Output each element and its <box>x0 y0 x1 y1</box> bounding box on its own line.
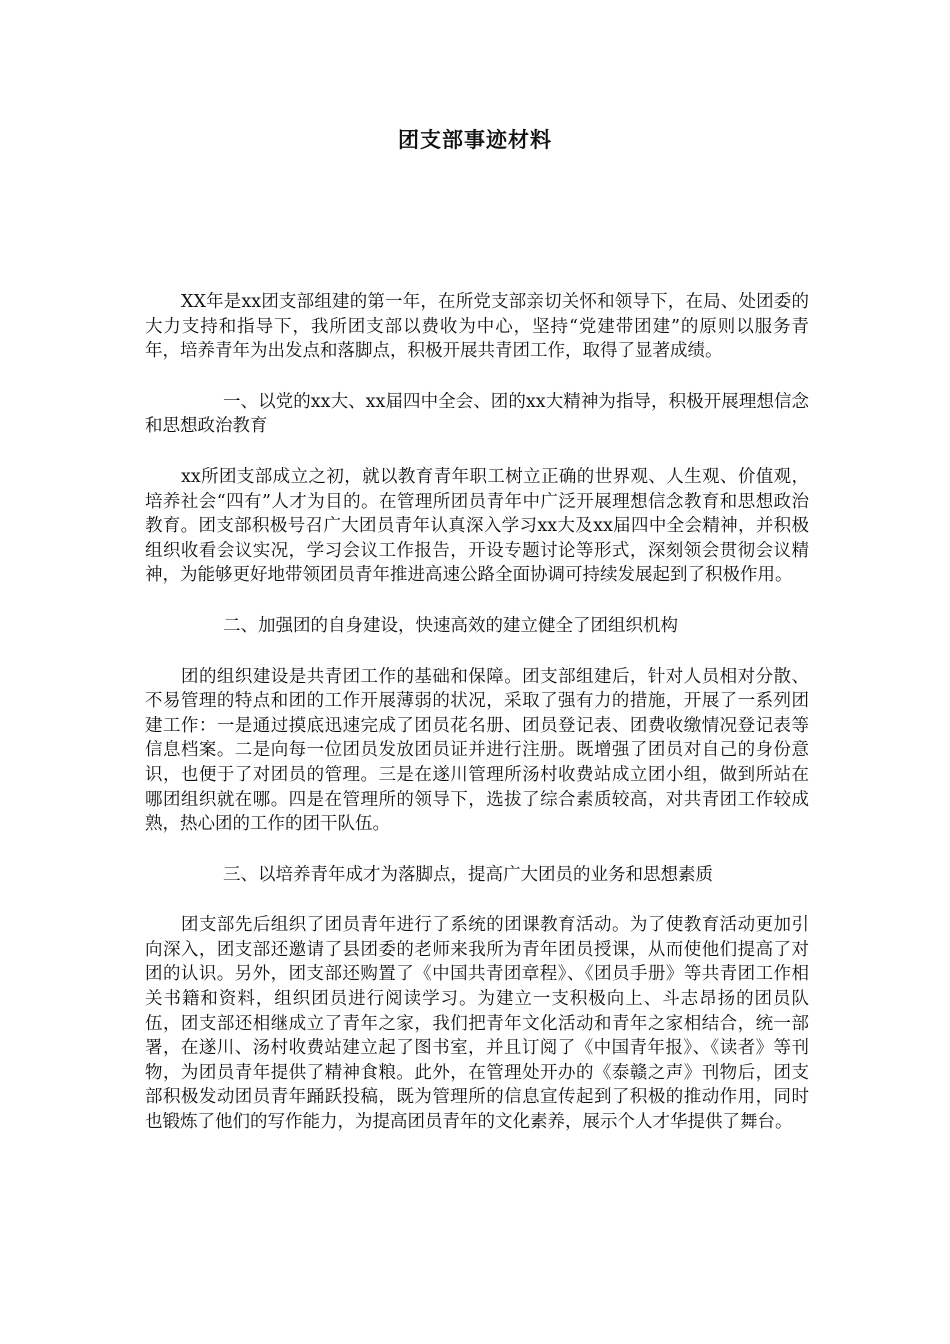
section-paragraph-2: 团的组织建设是共青团工作的基础和保障。团支部组建后，针对人员相对分散、不易管理的特点和团的工作开展薄弱的状况，采取了强有力的措施，开展了一系列团建工作：一是通过摸底迅速完成了团员花名册、团员登记表、团费收缴情况登记表等信息档案。二是向每一位团员发放团员证并进行注册。既增强了团员对自己的身份意识，也便于了对团员的管理。三是在遂川管理所汤村收费站成立团小组，做到所站在哪团组织就在哪。四是在管理所的领导下，选拔了综合素质较高，对共青团工作较成熟，热心团的工作的团干队伍。 <box>145 666 809 835</box>
document-body <box>145 290 809 1161</box>
section-heading-2: 二、加强团的自身建设，快速高效的建立健全了团组织机构 <box>223 615 678 636</box>
document-title: 团支部事迹材料 <box>398 128 552 152</box>
section-heading-3: 三、以培养青年成才为落脚点，提高广大团员的业务和思想素质 <box>223 864 713 885</box>
section-paragraph-3: 团支部先后组织了团员青年进行了系统的团课教育活动。为了使教育活动更加引向深入，团支部还邀请了县团委的老师来我所为青年团员授课，从而使他们提高了对团的认识。另外，团支部还购置了《中国共青团章程》、《团员手册》等共青团工作相关书籍和资料，组织团员进行阅读学习。为建立一支积极向上、斗志昂扬的团员队伍，团支部还相继成立了青年之家，我们把青年文化活动和青年之家相结合，统一部署，在遂川、汤村收费站建立起了图书室，并且订阅了《中国青年报》、《读者》等刊物，为团员青年提供了精神食粮。此外，在管理处开办的《泰赣之声》刊物后，团支部积极发动团员青年踊跃投稿，既为管理所的信息宣传起到了积极的推动作用，同时也锻炼了他们的写作能力，为提高团员青年的文化素养，展示个人才华提供了舞台。 <box>145 915 809 1133</box>
section-paragraph-1: xx所团支部成立之初，就以教育青年职工树立正确的世界观、人生观、价值观，培养社会“四有”人才为目的。在管理所团员青年中广泛开展理想信念教育和思想政治教育。团支部积极号召广大团员青年认真深入学习xx大及xx届四中全会精神，并积极组织收看会议实况，学习会议工作报告，开设专题讨论等形式，深刻领会贯彻会议精神，为能够更好地带领团员青年推进高速公路全面协调可持续发展起到了积极作用。 <box>145 466 809 586</box>
intro-paragraph: XX年是xx团支部组建的第一年，在所党支部亲切关怀和领导下，在局、处团委的大力支持和指导下，我所团支部以费收为中心，坚持“党建带团建”的原则以服务青年，培养青年为出发点和落脚点，积极开展共青团工作，取得了显著成绩。 <box>145 292 809 362</box>
section-heading-1: 一、以党的xx大、xx届四中全会、团的xx大精神为指导，积极开展理想信念和思想政治教育 <box>145 391 809 437</box>
